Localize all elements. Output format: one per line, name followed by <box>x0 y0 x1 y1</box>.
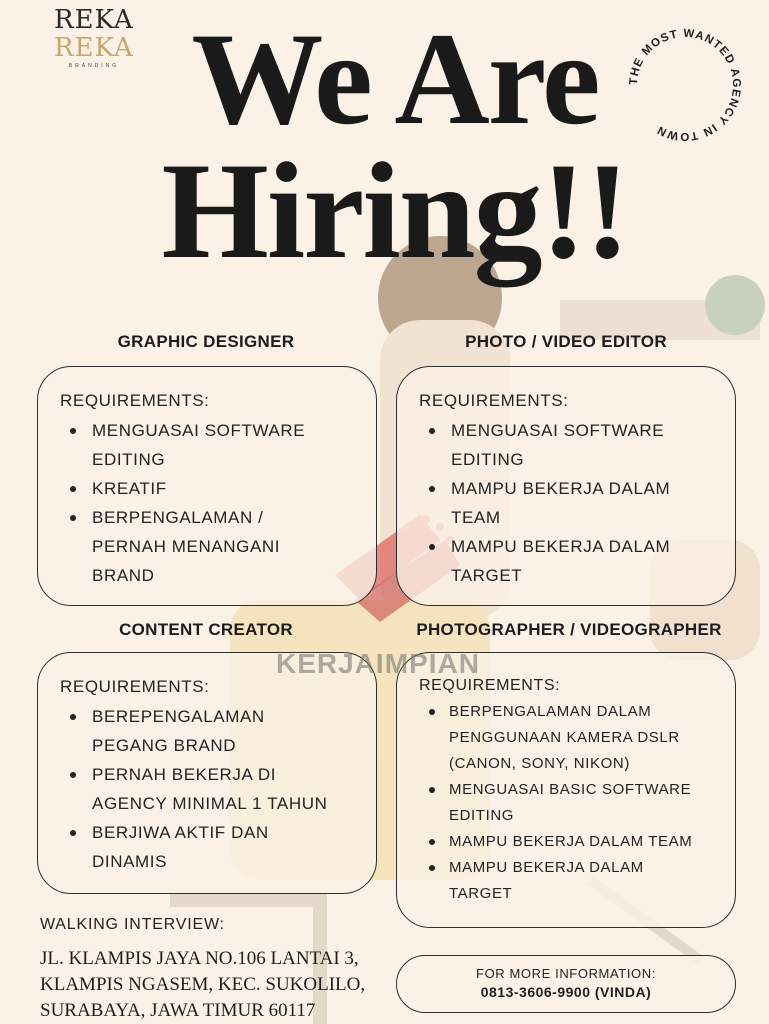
list-item <box>419 561 670 590</box>
list-item-continuation: TARGET <box>449 885 513 902</box>
circular-badge <box>620 20 750 150</box>
list-item-continuation: EDITING <box>449 807 515 824</box>
address-line-1: JL. KLAMPIS JAYA NO.106 LANTAI 3, <box>40 948 359 969</box>
list-item-continuation: PEGANG BRAND <box>92 736 237 755</box>
requirements-label: REQUIREMENTS: <box>60 391 210 410</box>
interview-address <box>40 946 370 1024</box>
requirements-label: REQUIREMENTS: <box>60 677 210 696</box>
list-item-continuation: DINAMIS <box>92 852 168 871</box>
role-title-graphic-designer: GRAPHIC DESIGNER <box>117 332 295 351</box>
contact-info-label: FOR MORE INFORMATION: <box>476 966 656 981</box>
list-item: KREATIF <box>60 474 305 503</box>
watermark-text: KERJAIMPIAN <box>276 648 480 679</box>
svg-text:THE MOST WANTED AGENCY IN TOWN <box>628 28 742 142</box>
address-line-3: SURABAYA, JAWA TIMUR 60117 <box>40 1000 316 1021</box>
logo-subtitle: BRANDING <box>68 63 120 69</box>
list-item <box>60 731 328 760</box>
list-item-continuation: EDITING <box>92 450 166 469</box>
role-title-photographer-videographer: PHOTOGRAPHER / VIDEOGRAPHER <box>416 620 722 639</box>
list-item: MENGUASAI BASIC SOFTWARE <box>419 777 692 803</box>
contact-info-box <box>396 955 736 1013</box>
requirements-list <box>419 699 692 907</box>
list-item-continuation: EDITING <box>451 450 525 469</box>
list-item <box>419 725 692 751</box>
card-photographer-videographer <box>396 652 736 928</box>
requirements-label: REQUIREMENTS: <box>419 391 569 410</box>
list-item <box>419 751 692 777</box>
list-item: MENGUASAI SOFTWARE <box>60 416 305 445</box>
contact-phone[interactable]: 0813-3606-9900 (VINDA) <box>480 984 652 1000</box>
list-item <box>419 503 670 532</box>
walking-interview-label: WALKING INTERVIEW: <box>40 916 225 933</box>
headline-line-2: Hiring!! <box>161 134 629 287</box>
role-title-content-creator: CONTENT CREATOR <box>119 620 293 639</box>
list-item <box>419 803 692 829</box>
address-line-2: KLAMPIS NGASEM, KEC. SUKOLILO, <box>40 974 366 995</box>
list-item-continuation: AGENCY MINIMAL 1 TAHUN <box>92 794 328 813</box>
requirements-list <box>60 702 328 876</box>
list-item: PERNAH BEKERJA DI <box>60 760 328 789</box>
requirements-list <box>60 416 305 590</box>
list-item <box>419 881 692 907</box>
logo-line-1: REKA <box>54 5 134 35</box>
list-item <box>60 532 305 561</box>
list-item: BERPENGALAMAN DALAM <box>419 699 692 725</box>
headline-line-1: We Are <box>191 5 599 152</box>
list-item <box>60 847 328 876</box>
list-item: MAMPU BEKERJA DALAM <box>419 474 670 503</box>
list-item: BERJIWA AKTIF DAN <box>60 818 328 847</box>
requirements-list <box>419 416 670 590</box>
list-item <box>60 445 305 474</box>
list-item-continuation: PERNAH MENANGANI <box>92 537 281 556</box>
card-graphic-designer <box>37 366 377 606</box>
list-item-continuation: TARGET <box>451 566 523 585</box>
list-item: BEREPENGALAMAN <box>60 702 328 731</box>
list-item <box>60 561 305 590</box>
list-item <box>419 445 670 474</box>
list-item-continuation: BRAND <box>92 566 155 585</box>
requirements-label: REQUIREMENTS: <box>419 677 561 694</box>
list-item: BERPENGALAMAN / <box>60 503 305 532</box>
role-title-photo-video-editor: PHOTO / VIDEO EDITOR <box>465 332 667 351</box>
list-item-continuation: (CANON, SONY, NIKON) <box>449 755 630 772</box>
list-item: MAMPU BEKERJA DALAM TEAM <box>419 829 692 855</box>
list-item: MAMPU BEKERJA DALAM <box>419 855 692 881</box>
brand-logo <box>54 6 134 69</box>
list-item: MENGUASAI SOFTWARE <box>419 416 670 445</box>
logo-line-2: REKA <box>54 33 134 63</box>
card-photo-video-editor <box>396 366 736 606</box>
list-item-continuation: TEAM <box>451 508 501 527</box>
list-item: MAMPU BEKERJA DALAM <box>419 532 670 561</box>
list-item-continuation: PENGGUNAAN KAMERA DSLR <box>449 729 680 746</box>
badge-text: THE MOST WANTED AGENCY IN TOWN <box>627 27 743 143</box>
card-content-creator <box>37 652 377 894</box>
list-item <box>60 789 328 818</box>
